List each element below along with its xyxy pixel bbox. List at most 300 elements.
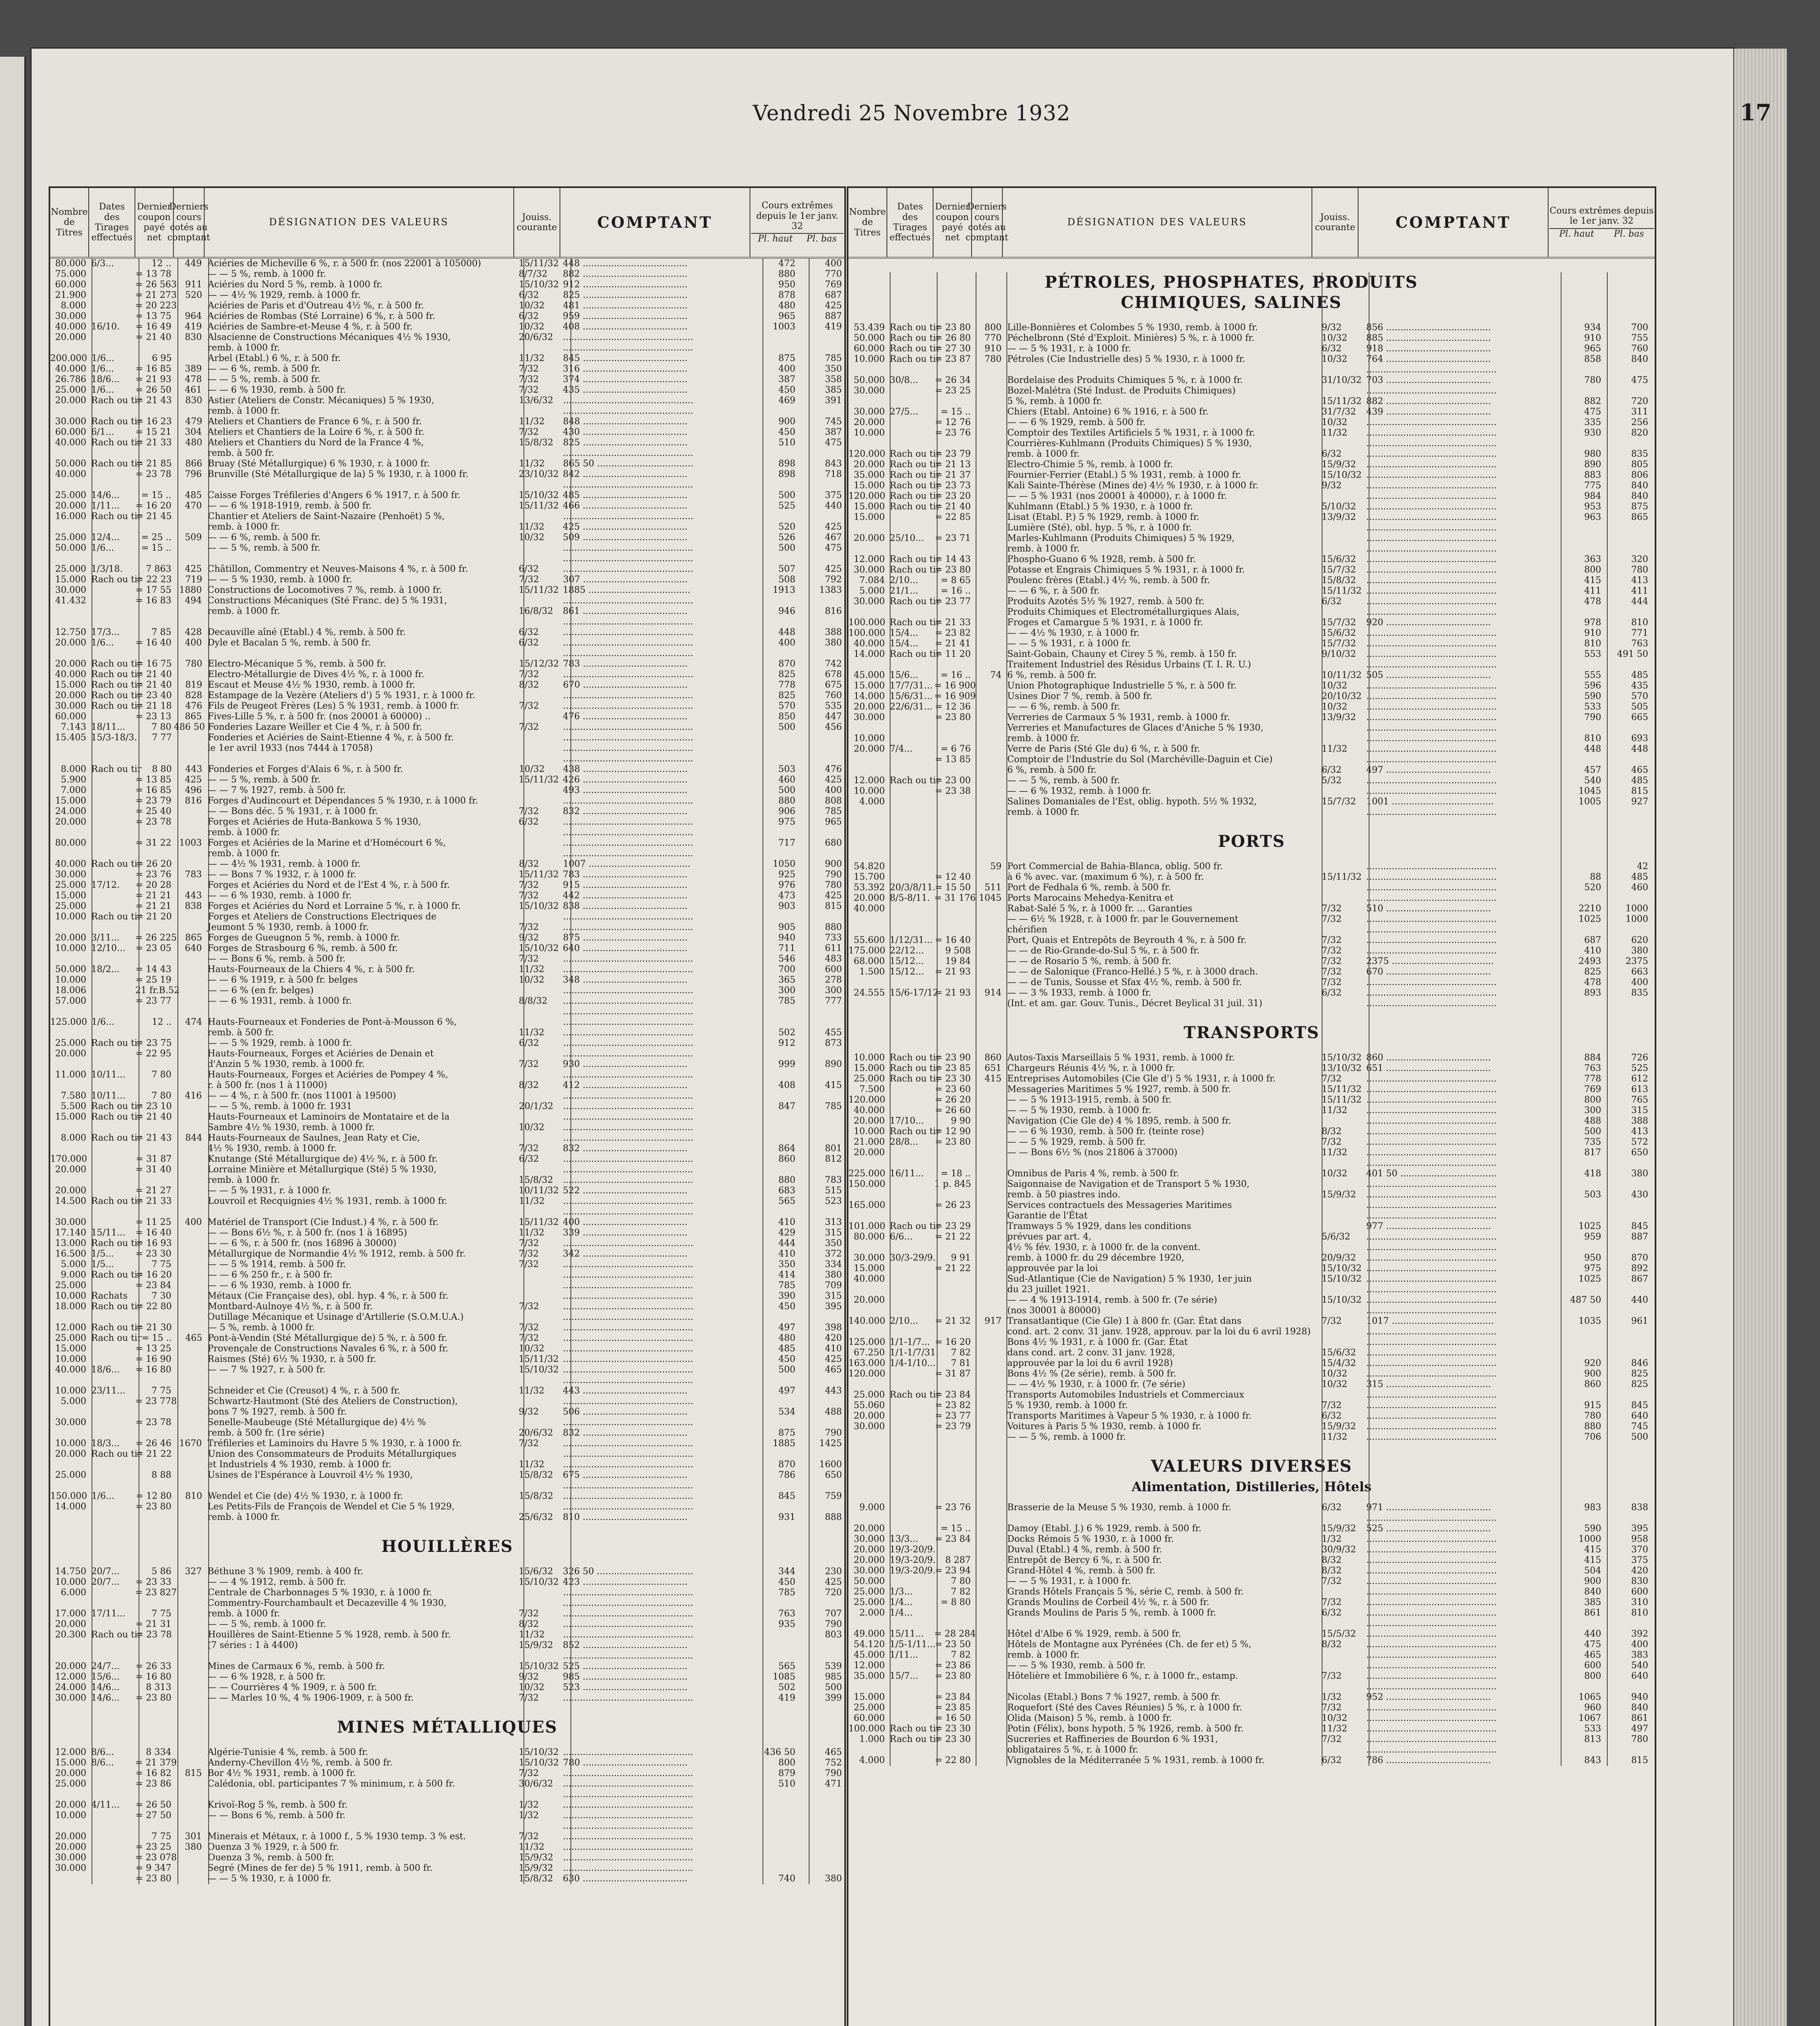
cell-jouissance: 7/32 [1322, 904, 1342, 914]
cell-jouissance [516, 1007, 563, 1017]
cell-designation: Hôtel d'Albe 6 % 1929, remb. à 500 fr. [1007, 1629, 1181, 1639]
cell-tirages: 15/6/31... [890, 691, 933, 701]
cell-tirages: 1/6... [91, 638, 114, 648]
cell-plus-bas: 395 [825, 1302, 842, 1312]
cell-jouissance: 11/32 [519, 964, 545, 975]
table-row [848, 323, 1655, 333]
cell-plus-haut: 411 [1584, 586, 1601, 596]
cell-jouissance [1319, 491, 1366, 502]
cell-designation: — — 5 % 1930, remb. à 1000 fr. [208, 575, 352, 585]
cell-coupon: = 23 94 [935, 1566, 971, 1576]
cell-coupon: = 26 23 [935, 1200, 971, 1210]
cell-cours [973, 765, 1004, 776]
cell-plus-bas: 927 [1631, 797, 1648, 807]
cell-tirages [887, 1713, 934, 1724]
cell-nombre: 20.000 [854, 1411, 885, 1421]
cell-tirages: 1/6... [91, 364, 114, 374]
cell-cours [973, 396, 1004, 407]
cell-coupon [135, 1481, 174, 1491]
table-row [50, 743, 844, 754]
cell-plus-haut: 500 [778, 490, 796, 500]
cell-plus-haut [751, 1070, 798, 1080]
cell-tirages [89, 290, 135, 301]
cell-tirages: Rach ou tir [91, 659, 142, 669]
cell-comptant: .............................................. [563, 964, 693, 975]
cell-designation: — — Courrières 4 % 1909, r. à 500 fr. [207, 1682, 377, 1693]
cell-tirages: 15/4... [890, 639, 919, 649]
table-row [848, 1566, 1655, 1576]
cell-plus-bas: 810 [1631, 618, 1648, 628]
cell-coupon: = 23 50 [935, 1639, 971, 1650]
cell-coupon [135, 1460, 174, 1470]
cell-comptant: .............................................. [1366, 628, 1497, 638]
cell-jouissance: 10/32 [1322, 702, 1348, 712]
table-row [848, 1158, 1655, 1169]
cell-nombre: 15.000 [55, 575, 87, 585]
cell-jouissance [1319, 523, 1366, 533]
cell-nombre: 20.000 [55, 1768, 87, 1778]
cell-plus-bas: 413 [1631, 1126, 1648, 1137]
cell-tirages: 1/6... [92, 1017, 115, 1027]
table-row [50, 796, 844, 806]
cell-nombre: 10.000 [55, 1291, 87, 1301]
cell-plus-bas: 425 [825, 522, 842, 532]
cell-nombre: 24.000 [55, 806, 87, 816]
cell-tirages [89, 1207, 135, 1217]
cell-plus-haut: 912 [778, 1038, 796, 1048]
cell-plus-bas: 861 [1631, 1713, 1648, 1723]
cell-plus-bas: 825 [1631, 1369, 1648, 1379]
cell-nombre [50, 1312, 89, 1323]
cell-jouissance: 11/32 [1322, 1724, 1348, 1734]
cell-designation: Autos-Taxis Marseillais 5 % 1931, remb. à 1000 fr. [1007, 1053, 1235, 1063]
cell-jouissance: 11/32 [519, 459, 545, 469]
cell-cours: 486 50 [173, 722, 205, 732]
cell-plus-haut: 440 [1584, 1629, 1601, 1639]
cell-nombre: 21.900 [55, 290, 87, 300]
cell-comptant: .............................................. [1366, 1158, 1497, 1168]
cell-designation: Produits Chimiques et Electrométallurgiques Alais, [1007, 607, 1239, 617]
cell-plus-haut: 953 [1584, 502, 1601, 512]
cell-plus-bas: 780 [1631, 565, 1648, 575]
cell-designation: Electro-Mécanique 5 %, remb. à 500 fr. [208, 659, 386, 669]
cell-comptant: .............................................. [563, 1007, 693, 1017]
cell-coupon: 9 508 [945, 946, 971, 956]
cell-designation: — — 6 % 1930, remb. à 1000 fr. [207, 1280, 352, 1291]
cell-nombre: 15.405 [55, 733, 87, 743]
cell-comptant: .............................................. [1366, 565, 1497, 575]
cell-plus-bas: 372 [825, 1249, 842, 1259]
cell-nombre [848, 365, 887, 375]
cell-cours [174, 617, 204, 627]
cell-cours [973, 797, 1004, 807]
cell-tirages: 17/11... [91, 1609, 126, 1619]
cell-plus-haut: 465 [1584, 1650, 1601, 1660]
cell-jouissance [517, 733, 563, 743]
cell-comptant: .............................................. [1366, 1639, 1497, 1650]
cell-plus-haut [1557, 1179, 1604, 1190]
cell-plus-haut: 810 [1584, 639, 1601, 649]
cell-comptant: 848 ..................................... [563, 417, 688, 427]
cell-coupon [934, 660, 973, 670]
cell-designation: — — 5 % 1914, remb. à 500 fr. [207, 1259, 346, 1269]
cell-cours [174, 1101, 205, 1112]
cell-designation: Electro-Chimie 5 %, remb. à 1000 fr. [1007, 459, 1173, 470]
cell-designation: Aciéries de Paris et d'Outreau 4½ %, r. à 500 fr. [208, 301, 424, 311]
cell-nombre: 10.000 [854, 1126, 885, 1137]
cell-designation: Lumière (Sté), obl. hyp. 5 %, r. à 1000 fr. [1007, 523, 1192, 533]
cell-tirages: Rach ou tir [890, 1221, 940, 1231]
cell-cours [174, 448, 204, 459]
cell-tirages: Rach ou tir [91, 1038, 142, 1048]
cell-nombre [848, 723, 887, 733]
cell-coupon: = 16 20 [136, 1270, 172, 1280]
cell-nombre: 30.000 [854, 1421, 885, 1432]
table-row [848, 354, 1655, 365]
cell-plus-haut: 473 [778, 891, 796, 901]
cell-cours [174, 1291, 204, 1302]
cell-nombre: 8.000 [61, 301, 87, 311]
cell-comptant: .............................................. [563, 1375, 693, 1385]
cell-plus-haut: 520 [778, 522, 796, 532]
cell-plus-haut: 363 [1584, 554, 1601, 564]
cell-comptant: .............................................. [1366, 893, 1497, 903]
table-row [848, 691, 1655, 702]
cell-plus-haut: 488 [1584, 1116, 1601, 1126]
cell-coupon: 7 75 [152, 1832, 171, 1842]
cell-tirages [89, 827, 135, 838]
cell-plus-haut: 785 [778, 996, 796, 1006]
cell-tirages [887, 1179, 934, 1190]
cell-comptant: .............................................. [1366, 1137, 1497, 1147]
cell-comptant: 307 ..................................... [563, 575, 688, 585]
cell-coupon [934, 1242, 973, 1253]
cell-jouissance: 15/9/32 [519, 1640, 553, 1650]
cell-nombre: 150.000 [50, 1491, 87, 1501]
cell-nombre: 10.000 [854, 733, 885, 744]
cell-tirages: Rach ou tir [91, 1238, 142, 1248]
cell-plus-bas [798, 554, 844, 564]
cell-jouissance: 7/32 [519, 806, 539, 816]
cell-cours [973, 449, 1004, 459]
cell-coupon: = 21 85 [136, 459, 172, 469]
cell-tirages: 17/3... [91, 627, 120, 637]
cell-nombre: 15.000 [55, 1758, 87, 1768]
cell-comptant: .............................................. [563, 1270, 694, 1280]
cell-plus-haut [751, 1481, 798, 1491]
cell-comptant: .............................................. [1366, 449, 1497, 459]
table-row [848, 1390, 1655, 1400]
cell-jouissance: 6/32 [519, 638, 539, 648]
table-row [50, 733, 844, 743]
cell-cours: 474 [185, 1017, 203, 1027]
cell-tirages [89, 838, 135, 848]
cell-plus-haut: 864 [778, 1143, 796, 1154]
cell-designation: remb. à 1000 fr. [207, 343, 280, 353]
cell-tirages [89, 1768, 135, 1779]
cell-comptant: .............................................. [563, 1438, 693, 1449]
cell-coupon: = 23 78 [135, 1417, 171, 1428]
cell-cours [973, 618, 1004, 628]
cell-plus-haut: 590 [1584, 1524, 1601, 1534]
cell-plus-haut: 448 [778, 627, 796, 637]
cell-nombre: 100.000 [848, 628, 885, 638]
cell-plus-haut: 740 [778, 1874, 796, 1884]
cell-comptant: .............................................. [563, 1017, 694, 1027]
cell-coupon: = 23 38 [935, 786, 971, 796]
cell-comptant: 348 ..................................... [563, 975, 688, 985]
cell-nombre [848, 1306, 887, 1316]
cell-designation: — — Bons déc. 5 % 1931, r. à 1000 fr. [207, 806, 378, 816]
cell-coupon: = 26 20 [935, 1095, 971, 1105]
cell-comptant: .............................................. [1366, 1348, 1497, 1358]
cell-tirages: Rach ou tir [91, 1270, 142, 1280]
cell-comptant: .............................................. [563, 1196, 694, 1206]
cell-comptant: .............................................. [1366, 1671, 1497, 1681]
cell-coupon: 1 p. 845 [934, 1179, 972, 1189]
cell-tirages [887, 386, 934, 396]
cell-tirages: 21/1... [890, 586, 919, 596]
cell-coupon: = 22 85 [935, 512, 971, 522]
cell-nombre: 60.000 [55, 280, 87, 290]
cell-designation: — — 4½ % 1930, r. à 1000 fr. [1007, 628, 1140, 638]
cell-nombre: 2.000 [859, 1608, 885, 1618]
cell-jouissance [517, 912, 563, 922]
cell-jouissance [516, 1375, 563, 1386]
cell-coupon: = 15 .. [141, 1333, 172, 1343]
cell-plus-bas [1604, 1242, 1651, 1253]
cell-tirages [89, 922, 135, 933]
cell-plus-haut: 1045 [1579, 786, 1601, 796]
cell-tirages [89, 796, 135, 806]
left-block-a [50, 259, 844, 859]
cell-nombre: 7.500 [859, 1084, 885, 1094]
table-row [848, 1200, 1655, 1211]
cell-plus-bas [1604, 807, 1651, 818]
cell-coupon: = 21 33 [136, 438, 172, 448]
cell-plus-bas: 313 [825, 1217, 842, 1227]
table-row [50, 1640, 844, 1651]
cell-jouissance: 30/9/32 [1322, 1545, 1356, 1555]
cell-comptant: .............................................. [1366, 459, 1497, 470]
cell-tirages: 20/7... [91, 1567, 120, 1577]
cell-cours: 830 [185, 395, 203, 406]
cell-jouissance [1319, 1179, 1366, 1190]
cell-comptant: 786 ..................................... [1366, 1755, 1491, 1765]
cell-cours [174, 880, 204, 891]
cell-comptant: .............................................. [1366, 1661, 1497, 1671]
cell-plus-haut [751, 511, 798, 522]
cell-cours [973, 1295, 1004, 1306]
cell-tirages: 15/6... [890, 670, 919, 680]
cell-jouissance: 15/11/32 [519, 775, 559, 785]
cell-nombre: 26.786 [55, 374, 87, 385]
cell-plus-bas: 816 [825, 606, 842, 616]
cell-nombre [50, 1640, 89, 1651]
cell-cours: 865 [185, 933, 203, 943]
cell-cours [973, 533, 1004, 544]
col-tirages-r: Dates des Tirages effectués [887, 188, 933, 257]
cell-comptant: 481 ..................................... [563, 301, 688, 311]
cell-nombre: 4.000 [859, 1755, 885, 1765]
cell-tirages [887, 807, 934, 818]
cell-tirages [89, 585, 135, 596]
cell-comptant: .............................................. [1366, 1545, 1497, 1555]
cell-coupon: = 23 86 [135, 1779, 171, 1789]
cell-tirages: 1/3... [890, 1587, 913, 1597]
table-row [50, 1133, 844, 1143]
cell-nombre: 25.000 [55, 564, 87, 574]
cell-comptant: .............................................. [563, 395, 694, 406]
cell-jouissance [516, 1417, 563, 1428]
cell-tirages [89, 301, 135, 311]
cell-tirages [887, 1095, 934, 1105]
cell-tirages [89, 1588, 135, 1598]
cell-tirages: 15/4... [890, 628, 919, 638]
cell-coupon [135, 522, 174, 532]
table-row [848, 1274, 1655, 1284]
table-row [848, 1190, 1655, 1200]
cell-tirages: 12/4... [91, 532, 120, 543]
cell-comptant: 959 ..................................... [563, 311, 688, 321]
table-row [848, 1576, 1655, 1587]
cell-cours [973, 776, 1004, 786]
cell-coupon: 21 fr.B.52 [135, 985, 180, 996]
cell-plus-haut: 903 [778, 901, 796, 911]
cell-comptant: 510 ..................................... [1366, 904, 1491, 914]
cell-designation: Bordelaise des Produits Chimiques 5 %, r. à 1000 fr. [1007, 375, 1243, 385]
table-row [848, 1734, 1655, 1745]
col-jouiss-r: Jouiss. courante [1312, 188, 1359, 257]
cell-plus-bas: 665 [1631, 712, 1648, 722]
cell-plus-bas: 1000 [1626, 914, 1648, 924]
table-row [50, 1502, 844, 1512]
cell-tirages [89, 1428, 135, 1438]
cell-tirages [887, 417, 934, 428]
cell-comptant: .............................................. [563, 627, 693, 637]
cell-plus-bas [798, 1863, 844, 1874]
table-row [50, 933, 844, 943]
cell-coupon: = 14 43 [135, 964, 171, 975]
cell-comptant: 882 ..................................... [563, 269, 688, 279]
cell-designation [204, 1821, 516, 1832]
cell-jouissance: 6/32 [519, 817, 539, 827]
cell-cours [174, 1238, 205, 1249]
cell-tirages [89, 1186, 135, 1196]
cell-comptant: 522 ..................................... [563, 1186, 688, 1196]
cell-tirages: 7/4... [890, 744, 913, 754]
cell-plus-haut: 450 [778, 385, 796, 395]
cell-coupon: = 15 .. [940, 1524, 971, 1534]
cell-coupon: = 16 85 [135, 785, 171, 795]
cell-tirages [887, 1755, 934, 1766]
cell-comptant: .............................................. [563, 343, 693, 353]
cell-jouissance: 10/32 [1322, 1169, 1348, 1179]
cell-coupon [135, 922, 174, 933]
cell-coupon: = 31 87 [935, 1369, 971, 1379]
cell-cours [174, 1143, 204, 1154]
cell-designation: remb. à 1000 fr. [207, 827, 280, 838]
cell-tirages: Rach ou tir [91, 859, 142, 869]
cell-nombre: 120.000 [848, 1369, 885, 1379]
cell-cours [973, 691, 1004, 702]
cell-designation: Fonderies et Forges d'Alais 6 %, r. à 500 fr. [208, 764, 403, 774]
cell-cours [174, 954, 204, 964]
cell-plus-bas: 790 [825, 1768, 842, 1778]
cell-plus-bas: 350 [825, 364, 842, 374]
cell-tirages: Rach ou tir [890, 1063, 940, 1073]
cell-cours [174, 827, 204, 838]
cell-plus-haut: 900 [1584, 1576, 1601, 1586]
cell-plus-bas [1604, 660, 1651, 670]
cell-plus-bas: 790 [825, 1428, 842, 1438]
cell-plus-haut: 504 [1584, 1566, 1601, 1576]
cell-coupon [135, 1640, 174, 1651]
cell-plus-bas: 400 [825, 785, 842, 795]
cell-plus-bas: 1383 [819, 585, 842, 595]
cell-cours [973, 1242, 1004, 1253]
cell-plus-haut: 778 [1584, 1074, 1601, 1084]
cell-comptant: .............................................. [563, 1133, 694, 1143]
cell-designation: remb. à 500 fr. (1re série) [207, 1428, 325, 1438]
cell-designation: — — de Rio-Grande-do-Sul 5 %, r. à 500 fr. [1007, 946, 1200, 956]
cell-nombre [50, 1375, 89, 1386]
cell-cours [973, 1618, 1004, 1629]
cell-plus-haut [1557, 1337, 1604, 1348]
cell-plus-bas: 640 [1631, 1671, 1648, 1681]
cell-coupon: = 21 37 [935, 470, 971, 480]
cell-tirages [89, 1842, 135, 1853]
cell-plus-haut: 845 [778, 1491, 796, 1501]
cell-coupon: 9 90 [951, 1116, 971, 1126]
cell-designation: prévues par art. 4, [1007, 1232, 1092, 1242]
cell-coupon: = 26 20 [136, 859, 172, 869]
cell-coupon: = 27 50 [135, 1810, 171, 1821]
cell-comptant: .............................................. [1366, 1432, 1497, 1442]
table-row [848, 935, 1655, 946]
cell-designation: — — 5 %, remb. à 1000 fr. [207, 269, 326, 279]
cell-plus-haut: 780 [1584, 1411, 1601, 1421]
cell-tirages: Rach ou tir [890, 354, 940, 364]
cell-jouissance [516, 1598, 563, 1609]
cell-plus-bas: 425 [825, 891, 842, 901]
cell-tirages: 17/12. [91, 880, 120, 890]
cell-tirages [89, 1417, 135, 1428]
cell-comptant: .............................................. [563, 1154, 694, 1164]
cell-plus-bas [1604, 607, 1651, 618]
cell-plus-bas: 840 [1631, 481, 1648, 491]
cell-tirages: Rachats [91, 1291, 128, 1301]
cell-designation: Comptoir des Textiles Artificiels 5 % 1931, r. à 1000 fr. [1007, 428, 1255, 438]
cell-jouissance: 8/32 [1322, 1566, 1342, 1576]
cell-plus-haut: 590 [1584, 691, 1601, 701]
cell-nombre: 14.000 [854, 649, 885, 659]
table-row [848, 1432, 1655, 1443]
cell-tirages [89, 1080, 135, 1091]
cell-tirages [89, 406, 135, 417]
cell-cours [973, 523, 1004, 533]
cell-nombre [50, 922, 89, 933]
cell-tirages: 8/6... [91, 1747, 114, 1757]
cell-tirages [887, 861, 934, 872]
cell-tirages: 12/10... [91, 943, 126, 953]
cell-coupon: = 26 225 [135, 933, 177, 943]
table-row [50, 364, 844, 374]
cell-nombre: 170.000 [50, 1154, 87, 1164]
cell-nombre: 12.000 [55, 1747, 87, 1757]
cell-nombre: 100.000 [848, 618, 885, 628]
cell-plus-bas: 742 [825, 659, 842, 669]
